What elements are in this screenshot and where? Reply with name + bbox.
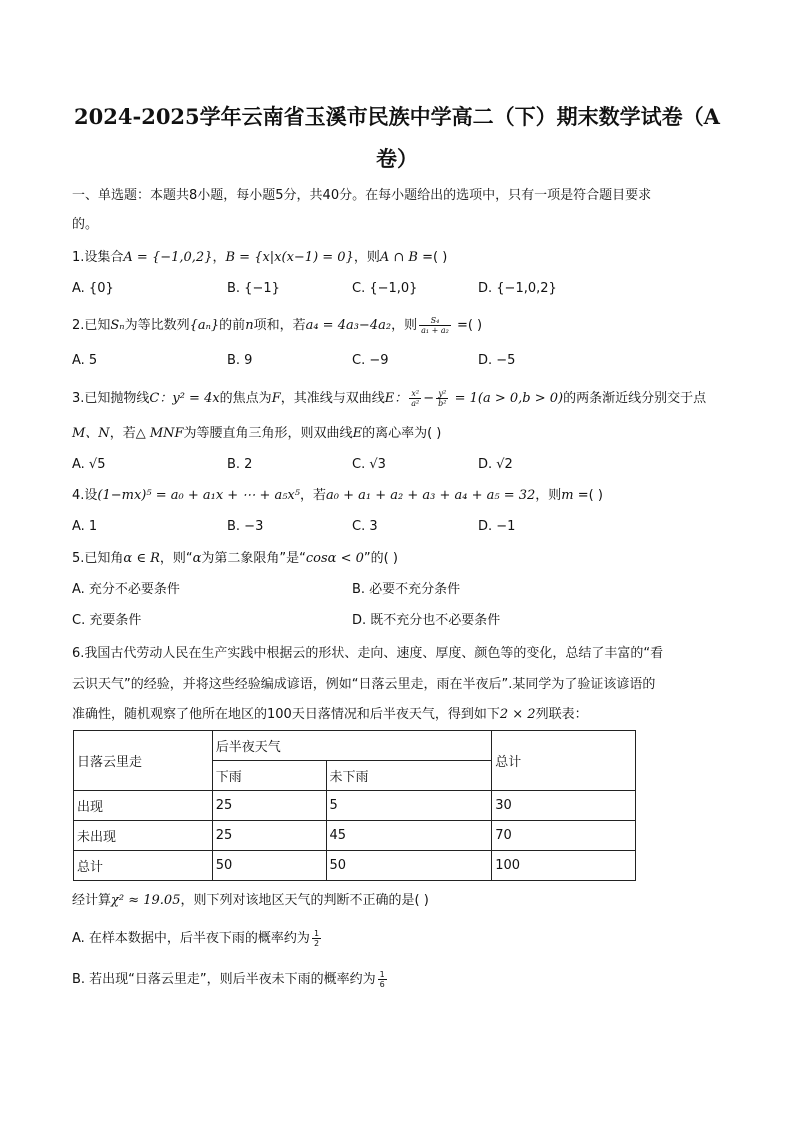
table-row: 未出现 25 45 70 <box>74 821 636 851</box>
table-subheader-no-rain: 未下雨 <box>326 761 492 791</box>
fraction: $\frac{\text{y²}}{\text{b²}}$ <box>438 389 447 408</box>
q1-option-d[interactable]: D. {−1,0,2} <box>478 281 557 296</box>
question-2: 2.已知Sₙ为等比数列{aₙ}的前n项和，若a₄ = 4a₃−4a₂，则 $\frac{\text{S₄}}{\text{a₁ + a₂}}$ =( ) <box>72 316 483 335</box>
fraction: $\frac{\text{x²}}{\text{a²}}$ <box>411 389 420 408</box>
exam-title-line2: 卷） <box>376 146 418 171</box>
q4-option-a[interactable]: A. 1 <box>72 519 98 534</box>
table-header-left: 日落云里走 <box>74 731 213 791</box>
set-a: A = {−1,0,2} <box>123 250 213 265</box>
question-6-line3: 准确性，随机观察了他所在地区的100天日落情况和后半夜天气，得到如下2 × 2列联表： <box>72 707 588 722</box>
q4-option-b[interactable]: B. −3 <box>227 519 264 534</box>
q5-option-c[interactable]: C. 充要条件 <box>72 613 142 628</box>
fraction: $\frac{\text{S₄}}{\text{a₁ + a₂}}$ <box>421 316 449 335</box>
table-row: 出现 25 5 30 <box>74 791 636 821</box>
question-1: 1.设集合A = {−1,0,2}，B = {x|x(x−1) = 0}，则A ∩ B =( ) <box>72 250 448 265</box>
q1-option-a[interactable]: A. {0} <box>72 281 114 296</box>
q3-option-b[interactable]: B. 2 <box>227 457 253 472</box>
fraction: $\frac{1}{2}$ <box>313 929 320 948</box>
question-3-line1: 3.已知抛物线C：y² = 4x的焦点为F，其准线与双曲线E： $\frac{\text{x²}}{\text{a²}}$ − $\frac{\text{y²}}{\text{b²}}$ = 1(a > 0,b > 0)的两条渐近线分别交于点 <box>72 389 707 408</box>
q2-option-b[interactable]: B. 9 <box>227 353 253 368</box>
q1-option-c[interactable]: C. {−1,0} <box>352 281 418 296</box>
table-subheader-rain: 下雨 <box>212 761 326 791</box>
question-4: 4.设(1−mx)⁵ = a₀ + a₁x + ⋯ + a₅x⁵，若a₀ + a₁ + a₂ + a₃ + a₄ + a₅ = 32，则m =( ) <box>72 488 603 503</box>
question-6-line1: 6.我国古代劳动人民在生产实践中根据云的形状、走向、速度、厚度、颜色等的变化，总结了丰富的“看 <box>72 646 664 661</box>
table-header-total: 总计 <box>492 731 636 791</box>
q1-option-b[interactable]: B. {−1} <box>227 281 280 296</box>
section-heading-line1: 一、单选题：本题共8小题，每小题5分，共40分。在每小题给出的选项中，只有一项是符合题目要求 <box>72 188 652 203</box>
exam-title-line1: 2024-2025学年云南省玉溪市民族中学高二（下）期末数学试卷（A <box>74 104 720 129</box>
q2-option-a[interactable]: A. 5 <box>72 353 98 368</box>
contingency-table <box>73 730 636 881</box>
question-6-line2: 云识天气”的经验，并将这些经验编成谚语，例如“日落云里走，雨在半夜后”.某同学为了验证该谚语的 <box>72 677 656 692</box>
q3-option-d[interactable]: D. √2 <box>478 457 513 472</box>
q4-option-c[interactable]: C. 3 <box>352 519 378 534</box>
q3-option-a[interactable]: A. √5 <box>72 457 106 472</box>
q4-option-d[interactable]: D. −1 <box>478 519 516 534</box>
q2-option-c[interactable]: C. −9 <box>352 353 389 368</box>
question-5: 5.已知角α ∈ R，则“α为第二象限角”是“cosα < 0”的( ) <box>72 551 398 566</box>
fraction: $\frac{1}{6}$ <box>379 970 385 989</box>
q2-option-d[interactable]: D. −5 <box>478 353 516 368</box>
table-row: 总计 50 50 100 <box>74 851 636 881</box>
q5-option-b[interactable]: B. 必要不充分条件 <box>352 582 461 597</box>
q3-option-c[interactable]: C. √3 <box>352 457 386 472</box>
question-3-line2: M、N，若△ MNF为等腰直角三角形，则双曲线E的离心率为( ) <box>72 426 442 441</box>
table-header-group: 后半夜天气 <box>212 731 491 761</box>
q6-option-b[interactable]: B. 若出现“日落云里走”，则后半夜未下雨的概率约为 $\frac{1}{6}$ <box>72 970 385 989</box>
q5-option-d[interactable]: D. 既不充分也不必要条件 <box>352 613 501 628</box>
set-b: B = {x|x(x−1) = 0} <box>225 250 354 265</box>
question-6-after-table: 经计算χ² ≈ 19.05，则下列对该地区天气的判断不正确的是( ) <box>72 893 429 908</box>
q6-option-a[interactable]: A. 在样本数据中，后半夜下雨的概率约为 $\frac{1}{2}$ <box>72 929 320 948</box>
section-heading-line2: 的。 <box>72 217 99 232</box>
q5-option-a[interactable]: A. 充分不必要条件 <box>72 582 180 597</box>
